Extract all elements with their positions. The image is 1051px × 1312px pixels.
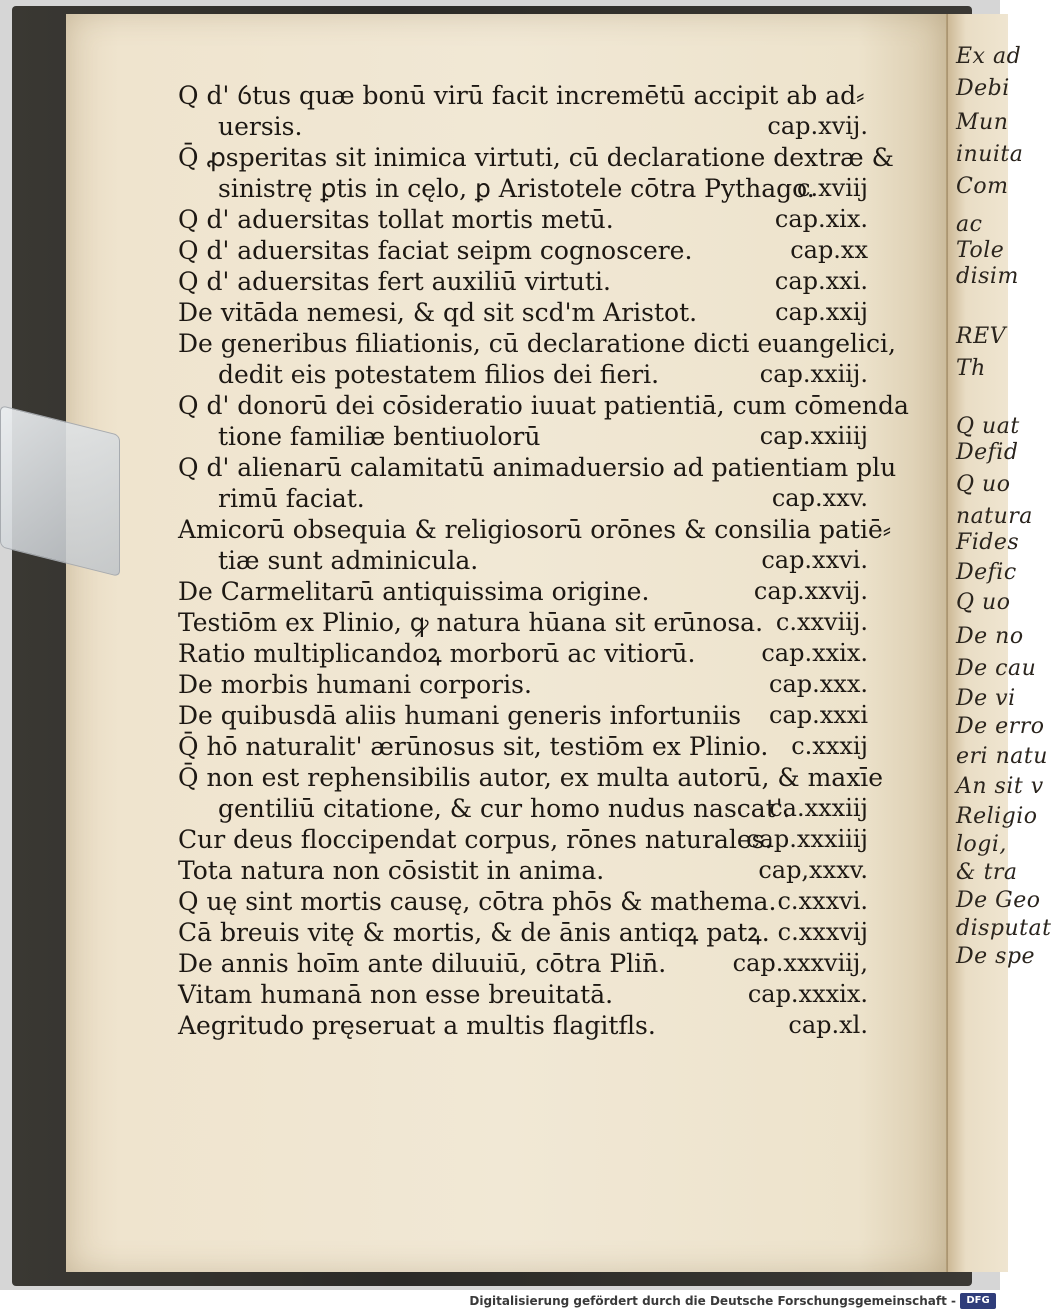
chapter-number: c.xxxvi. bbox=[777, 887, 868, 915]
chapter-number: c.xxxij bbox=[791, 732, 868, 760]
toc-entry-text: De morbis humani corporis. bbox=[178, 670, 532, 699]
page-holder-clip bbox=[0, 405, 120, 577]
facing-page-fragment: Ex ad bbox=[956, 44, 1022, 69]
facing-page-fragment: Q uo bbox=[956, 590, 1011, 615]
toc-entry-text: Q uę sint mortis causę, cōtra phōs & mathema. bbox=[178, 887, 777, 916]
facing-page-fragment: Religio bbox=[956, 804, 1038, 829]
facing-page-fragment: Defid bbox=[956, 440, 1019, 465]
toc-entry-text: Q d' aduersitas faciat seipm cognoscere. bbox=[178, 236, 693, 265]
toc-entry-text: Q̄ non est rephensibilis autor, ex multa autorū, & maxīe bbox=[178, 763, 884, 792]
toc-entry-text: Vitam humanā non esse breuitatā. bbox=[178, 980, 614, 1009]
toc-entry bbox=[178, 1010, 868, 1041]
facing-page-fragment: natura bbox=[956, 504, 1033, 529]
toc-entry-text: dedit eis potestatem filios dei fieri. bbox=[218, 360, 660, 389]
toc-entry bbox=[178, 80, 868, 142]
chapter-number: cap.xx bbox=[790, 236, 868, 264]
facing-page-fragment: De vi bbox=[956, 686, 1016, 711]
toc-entry-text: De generibus filiationis, cū declaratione dicti euangelici, bbox=[178, 329, 896, 358]
toc-entry-text: Q d' aduersitas fert auxiliū virtuti. bbox=[178, 267, 611, 296]
toc-entry bbox=[178, 607, 868, 638]
facing-page-fragment: eri natu bbox=[956, 744, 1048, 769]
toc-entry-text: Q d' alienarū calamitatū animaduersio ad patientiam plu bbox=[178, 453, 897, 482]
toc-entry bbox=[178, 235, 868, 266]
chapter-number: cap.xxx. bbox=[769, 670, 868, 698]
facing-page-fragment: Fides bbox=[956, 530, 1020, 555]
facing-page-fragment: Debi bbox=[956, 76, 1010, 101]
toc-entry bbox=[178, 979, 868, 1010]
chapter-number: cap.xxxix. bbox=[747, 980, 868, 1008]
facing-page-fragment: Q uat bbox=[956, 414, 1020, 439]
toc-entry bbox=[178, 514, 892, 576]
footer-bar bbox=[0, 1292, 1000, 1312]
facing-page-fragment: disputat bbox=[956, 916, 1051, 941]
toc-entry bbox=[178, 669, 868, 700]
toc-entry-text: De quibusdā aliis humani generis infortuniis bbox=[178, 701, 742, 730]
toc-entry bbox=[178, 576, 868, 607]
chapter-number: cap.xix. bbox=[774, 205, 868, 233]
facing-page-fragment: Com bbox=[956, 174, 1009, 199]
facing-page-fragment: Tole bbox=[956, 238, 1005, 263]
toc-entry-text: De annis hoīm ante diluuiū, cōtra Plin̄. bbox=[178, 949, 667, 978]
toc-entry-text: Aegritudo pręseruat a multis flagitfls. bbox=[178, 1011, 656, 1040]
chapter-number: cap.xxxviij, bbox=[732, 949, 868, 977]
chapter-number: cap.xvij. bbox=[767, 112, 868, 140]
chapter-number: cap.xxvij. bbox=[753, 577, 868, 605]
chapter-number: ca.xxxiij bbox=[769, 794, 868, 822]
toc-entry-text: Cā breuis vitę & mortis, & de ānis antiqꝝ patꝝ. bbox=[178, 918, 770, 947]
chapter-number: cap.xxxi bbox=[768, 701, 868, 729]
toc-entry-text: De vitāda nemesi, & qd sit scd'm Aristot. bbox=[178, 298, 698, 327]
toc-entry bbox=[178, 700, 868, 731]
facing-page-fragment: Q uo bbox=[956, 472, 1011, 497]
toc-entry bbox=[178, 297, 868, 328]
toc-entry-text: gentiliū citatione, & cur homo nudus nascat'. bbox=[218, 794, 791, 823]
dfg-logo: DFG bbox=[960, 1293, 996, 1309]
toc-entry-text: Q d' aduersitas tollat mortis metū. bbox=[178, 205, 614, 234]
toc-entry-text: Amicorū obsequia & religiosorū orōnes & consilia patiē⸗ bbox=[178, 515, 892, 544]
toc-entry bbox=[178, 731, 868, 762]
toc-entry bbox=[178, 266, 868, 297]
toc-entry-text: De Carmelitarū antiquissima origine. bbox=[178, 577, 650, 606]
toc-entry bbox=[178, 917, 868, 948]
facing-page-fragment: De no bbox=[956, 624, 1024, 649]
chapter-number: c.xviij bbox=[797, 174, 868, 202]
toc-entry bbox=[178, 886, 868, 917]
toc-entry bbox=[178, 638, 868, 669]
toc-entry-text: Q d' ỽtus quæ bonū virū facit incremētū accipit ab ad⸗ bbox=[178, 81, 865, 110]
facing-page-fragment: Th bbox=[956, 356, 986, 381]
toc-entry-text: Testiōm ex Plinio, ꝙ natura hūana sit erūnosa. bbox=[178, 608, 764, 637]
toc-entry bbox=[178, 824, 868, 855]
toc-entry-text: uersis. bbox=[218, 112, 303, 141]
chapter-number: cap.xxi. bbox=[774, 267, 868, 295]
facing-page-fragment: De erro bbox=[956, 714, 1045, 739]
facing-page-fragment: & tra bbox=[956, 860, 1018, 885]
facing-page-fragment: De cau bbox=[956, 656, 1037, 681]
facing-page-fragment: ac bbox=[956, 212, 983, 237]
facing-page-fragment: De spe bbox=[956, 944, 1036, 969]
chapter-number: cap.xxvi. bbox=[761, 546, 868, 574]
toc-entry-text: Ratio multiplicandoꝝ morborū ac vitiorū. bbox=[178, 639, 696, 668]
funding-credit: Digitalisierung gefördert durch die Deutsche Forschungsgemeinschaft - bbox=[469, 1294, 956, 1308]
toc-entry bbox=[178, 948, 868, 979]
toc-entry-text: rimū faciat. bbox=[218, 484, 365, 513]
toc-entry bbox=[178, 328, 896, 390]
facing-page-fragment: logi, bbox=[956, 832, 1007, 857]
toc-entry bbox=[178, 452, 897, 514]
toc-entry-text: Q̄ hō naturalit' ærūnosus sit, testiōm ex Plinio. bbox=[178, 732, 769, 761]
toc-entry bbox=[178, 204, 868, 235]
chapter-number: c.xxviij. bbox=[775, 608, 868, 636]
toc-entry bbox=[178, 142, 894, 204]
toc-entry-text: tiæ sunt adminicula. bbox=[218, 546, 479, 575]
chapter-number: cap.xxiij. bbox=[759, 360, 868, 388]
toc-entry-text: Cur deus floccipendat corpus, rōnes naturales. bbox=[178, 825, 773, 854]
toc-entry-text: sinistrę ꝑtis in cęlo, ꝑ Aristotele cōtra Pythago. bbox=[218, 174, 815, 203]
toc-entry bbox=[178, 390, 909, 452]
facing-page-edge bbox=[948, 14, 1051, 1272]
table-of-contents bbox=[178, 80, 909, 1041]
toc-entry-text: Q̄ ꝓsperitas sit inimica virtuti, cū declaratione dextræ & bbox=[178, 143, 894, 172]
chapter-number: cap,xxxv. bbox=[758, 856, 868, 884]
chapter-number: cap.xxxiiij bbox=[746, 825, 868, 853]
facing-page-fragment: De Geo bbox=[956, 888, 1041, 913]
facing-page-fragment: disim bbox=[956, 264, 1019, 289]
toc-entry-text: Tota natura non cōsistit in anima. bbox=[178, 856, 605, 885]
toc-entry-text: tione familiæ bentiuolorū bbox=[218, 422, 541, 451]
toc-entry-text: Q d' donorū dei cōsideratio iuuat patientiā, cum cōmenda bbox=[178, 391, 909, 420]
chapter-number: cap.xxix. bbox=[761, 639, 868, 667]
chapter-number: c.xxxvij bbox=[777, 918, 868, 946]
facing-page-fragment: Mun bbox=[956, 110, 1009, 135]
toc-entry bbox=[178, 762, 884, 824]
toc-entry bbox=[178, 855, 868, 886]
facing-page-fragment: An sit v bbox=[956, 774, 1044, 799]
facing-page-fragment: REV bbox=[956, 324, 1007, 349]
facing-page-fragment: Defic bbox=[956, 560, 1017, 585]
chapter-number: cap.xxiiij bbox=[759, 422, 868, 450]
chapter-number: cap.xl. bbox=[788, 1011, 868, 1039]
chapter-number: cap.xxij bbox=[775, 298, 868, 326]
facing-page-fragment: inuita bbox=[956, 142, 1024, 167]
chapter-number: cap.xxv. bbox=[771, 484, 868, 512]
